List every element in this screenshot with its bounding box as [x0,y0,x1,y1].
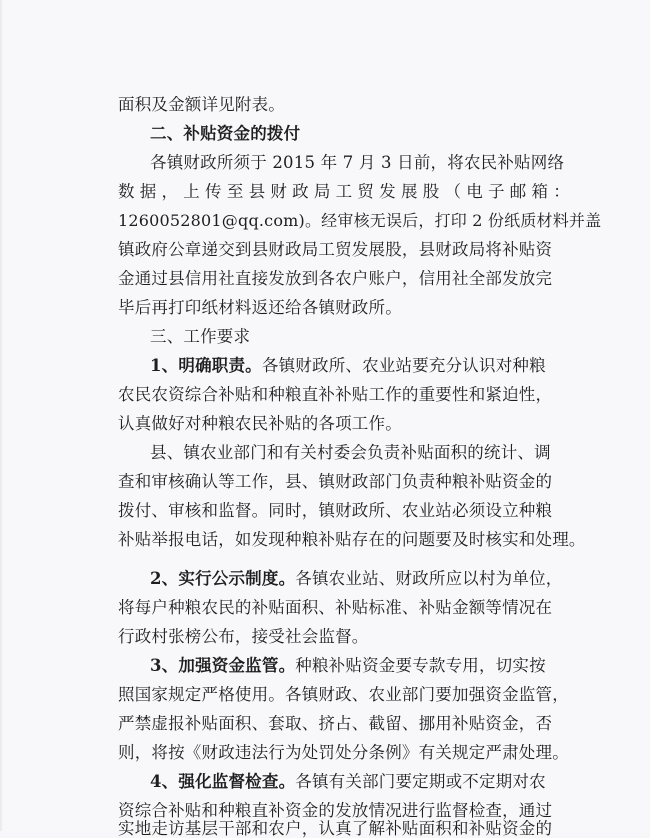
text-line: 农民农资综合补贴和种粮直补补贴工作的重要性和紧迫性， [118,385,553,404]
text-line: 行政村张榜公布，接受社会监督。 [118,627,369,646]
text-line: 照国家规定严格使用。各镇财政、农业部门要加强资金监管， [118,685,569,704]
item-3-title: 3、加强资金监管。 [150,656,296,675]
text-line-cut: 实地走访基层干部和农户，认真了解补贴面积和补贴资金的 [118,819,553,838]
text-line: 数据，上传至县财政局工贸发展股（电子邮箱： [118,182,570,201]
scan-edge-left [0,0,3,831]
text-line: 拨付、审核和监督。同时，镇财政所、农业站必须设立种粮 [118,501,553,520]
text-line: 面积及金额详见附表。 [118,95,285,114]
item-4 [150,771,546,793]
text-line: 县、镇农业部门和有关村委会负责补贴面积的统计、调 [150,443,551,462]
section-heading: 二、补贴资金的拨付 [150,124,301,143]
item-2-title: 2、实行公示制度。 [150,569,296,588]
text-line: 查和审核确认等工作，县、镇财政部门负责种粮补贴资金的 [118,472,553,491]
item-1-text: 各镇财政所、农业站要充分认识对种粮 [261,356,546,375]
item-4-title: 4、强化监督检查。 [150,772,296,791]
item-1-title: 1、明确职责。 [150,356,262,375]
text-line: 各镇财政所须于 2015 年 7 月 3 日前，将农民补贴网络 [150,153,565,172]
text-line: 补贴举报电话，如发现种粮补贴存在的问题要及时核实和处理。 [118,530,586,549]
text-line: 认真做好对种粮农民补贴的各项工作。 [118,414,402,433]
text-line: 镇政府公章递交到县财政局工贸发展股，县财政局将补贴资 [118,240,553,259]
item-3 [150,655,546,677]
text-line: 严禁虚报补贴面积、套取、挤占、截留、挪用补贴资金，否 [118,714,553,733]
item-4-text: 各镇有关部门要定期或不定期对农 [295,772,546,791]
text-line: 则，将按《财政违法行为处罚处分条例》有关规定严肃处理。 [118,743,569,762]
item-2-text: 各镇农业站、财政所应以村为单位， [295,569,563,588]
item-3-text: 种粮补贴资金要专款专用，切实按 [295,656,546,675]
item-2 [150,568,562,590]
text-line: 1260052801@qq.com)。经审核无误后，打印 2 份纸质材料并盖 [118,211,602,230]
text-line: 资综合补贴和种粮直补资金的发放情况进行监督检查，通过 [118,801,553,820]
text-line: 将每户种粮农民的补贴面积、补贴标准、补贴金额等情况在 [118,598,553,617]
item-1 [150,355,546,377]
text-line: 毕后再打印纸材料返还给各镇财政所。 [118,298,402,317]
section-heading: 三、工作要求 [150,327,251,346]
text-line: 金通过县信用社直接发放到各农户账户，信用社全部发放完 [118,269,553,288]
